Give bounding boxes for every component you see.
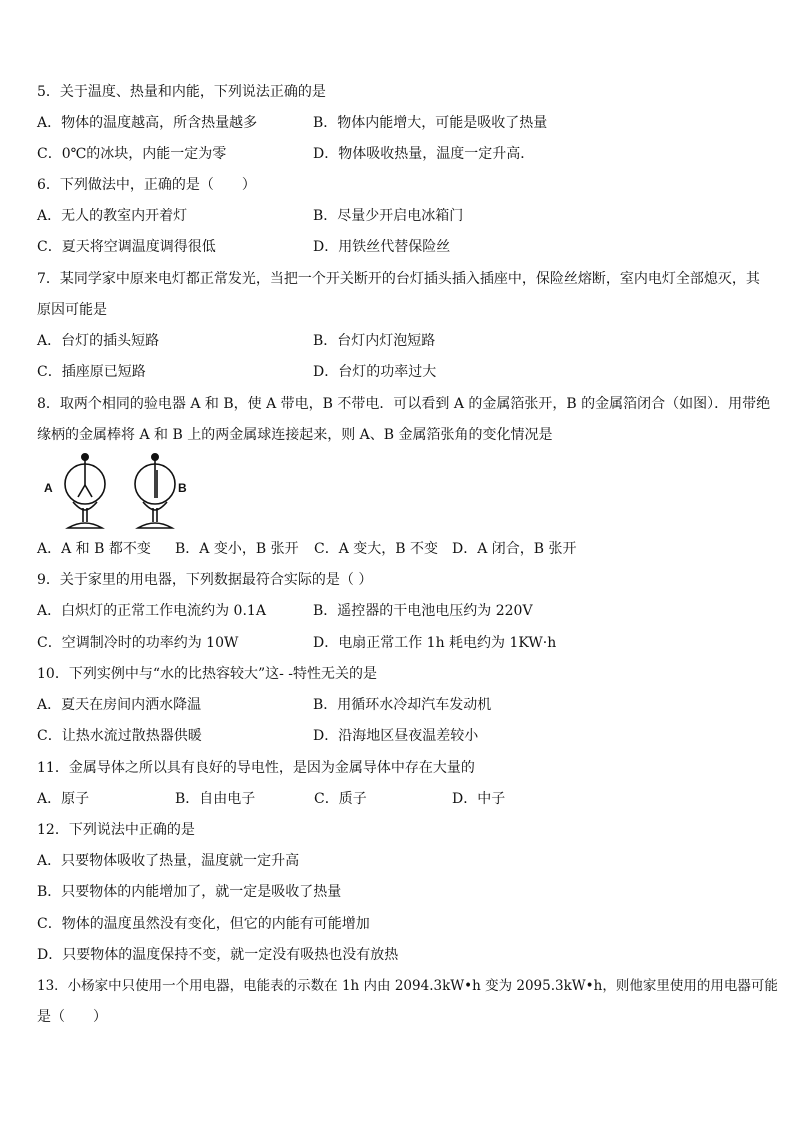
question-8-option-c: C．A 变大，B 不变 bbox=[314, 541, 439, 557]
question-10-option-b: B．用循环水冷却汽车发动机 bbox=[313, 697, 492, 713]
question-8-stem-line-2: 缘柄的金属棒将 A 和 B 上的两金属球连接起来，则 A、B 金属箔张角的变化情况是 bbox=[37, 427, 553, 443]
question-9-stem: 9．关于家里的用电器，下列数据最符合实际的是（ ） bbox=[37, 572, 373, 588]
question-12-option-b: B．只要物体的内能增加了，就一定是吸收了热量 bbox=[37, 884, 342, 900]
question-13-stem-line-2: 是（ ） bbox=[37, 1009, 107, 1025]
question-12-stem: 12．下列说法中正确的是 bbox=[37, 822, 195, 838]
question-9-option-a: A．白炽灯的正常工作电流约为 0.1A bbox=[37, 603, 266, 619]
question-7-stem-line-1: 7．某同学家中原来电灯都正常发光，当把一个开关断开的台灯插头插入插座中，保险丝熔断，室内电灯全部熄灭，其 bbox=[37, 271, 760, 287]
question-11-option-d: D．中子 bbox=[452, 791, 506, 807]
question-7-option-c: C．插座原已短路 bbox=[37, 364, 146, 380]
question-8-stem-line-1: 8．取两个相同的验电器 A 和 B，使 A 带电，B 不带电．可以看到 A 的金属箔张开，B 的金属箔闭合（如图）．用带绝 bbox=[37, 396, 771, 412]
question-6-option-a: A．无人的教室内开着灯 bbox=[37, 208, 188, 224]
question-11-option-c: C．质子 bbox=[314, 791, 367, 807]
question-9-option-c: C．空调制冷时的功率约为 10W bbox=[37, 635, 239, 651]
question-11-option-b: B．自由电子 bbox=[175, 791, 256, 807]
question-9-option-b: B．遥控器的干电池电压约为 220V bbox=[313, 603, 533, 619]
question-10-option-a: A．夏天在房间内洒水降温 bbox=[37, 697, 202, 713]
electroscope-b bbox=[135, 454, 175, 528]
question-11-stem: 11．金属导体之所以具有良好的导电性，是因为金属导体中存在大量的 bbox=[37, 760, 475, 776]
question-12-option-c: C．物体的温度虽然没有变化，但它的内能有可能增加 bbox=[37, 916, 370, 932]
question-10-option-d: D．沿海地区昼夜温差较小 bbox=[313, 728, 479, 744]
question-13-stem-line-1: 13．小杨家中只使用一个用电器，电能表的示数在 1h 内由 2094.3kW•h 变为 2095.3kW•h，则他家里使用的用电器可能 bbox=[37, 978, 778, 994]
question-7-option-b: B．台灯内灯泡短路 bbox=[313, 333, 436, 349]
question-11-option-a: A．原子 bbox=[37, 791, 90, 807]
question-5-option-c: C．0℃的冰块，内能一定为零 bbox=[37, 146, 227, 162]
question-6-option-c: C．夏天将空调温度调得很低 bbox=[37, 239, 216, 255]
question-6-option-d: D．用铁丝代替保险丝 bbox=[313, 239, 451, 255]
question-5-stem: 5．关于温度、热量和内能，下列说法正确的是 bbox=[37, 84, 326, 100]
question-10-stem: 10．下列实例中与“水的比热容较大”这- -特性无关的是 bbox=[37, 666, 378, 682]
question-5-option-a: A．物体的温度越高，所含热量越多 bbox=[37, 115, 258, 131]
question-6-option-b: B．尽量少开启电冰箱门 bbox=[313, 208, 464, 224]
figure-label-a: A bbox=[44, 481, 53, 495]
question-5-option-b: B．物体内能增大，可能是吸收了热量 bbox=[313, 115, 548, 131]
question-12-option-a: A．只要物体吸收了热量，温度就一定升高 bbox=[37, 853, 300, 869]
question-5-option-d: D．物体吸收热量，温度一定升高． bbox=[313, 146, 535, 162]
question-10-option-c: C．让热水流过散热器供暖 bbox=[37, 728, 202, 744]
question-7-option-a: A．台灯的插头短路 bbox=[37, 333, 160, 349]
question-8-option-b: B．A 变小，B 张开 bbox=[175, 541, 299, 557]
figure-label-b: B bbox=[178, 481, 187, 495]
electroscope-a bbox=[65, 454, 105, 528]
question-8-option-a: A．A 和 B 都不变 bbox=[37, 541, 151, 557]
question-7-stem-line-2: 原因可能是 bbox=[37, 302, 107, 318]
question-8-option-d: D．A 闭合，B 张开 bbox=[452, 541, 577, 557]
question-12-option-d: D．只要物体的温度保持不变，就一定没有吸热也没有放热 bbox=[37, 947, 399, 963]
question-7-option-d: D．台灯的功率过大 bbox=[313, 364, 437, 380]
electroscope-figure bbox=[40, 452, 200, 534]
question-9-option-d: D．电扇正常工作 1h 耗电约为 1KW·h bbox=[313, 635, 557, 651]
question-6-stem: 6．下列做法中，正确的是（ ） bbox=[37, 177, 256, 193]
